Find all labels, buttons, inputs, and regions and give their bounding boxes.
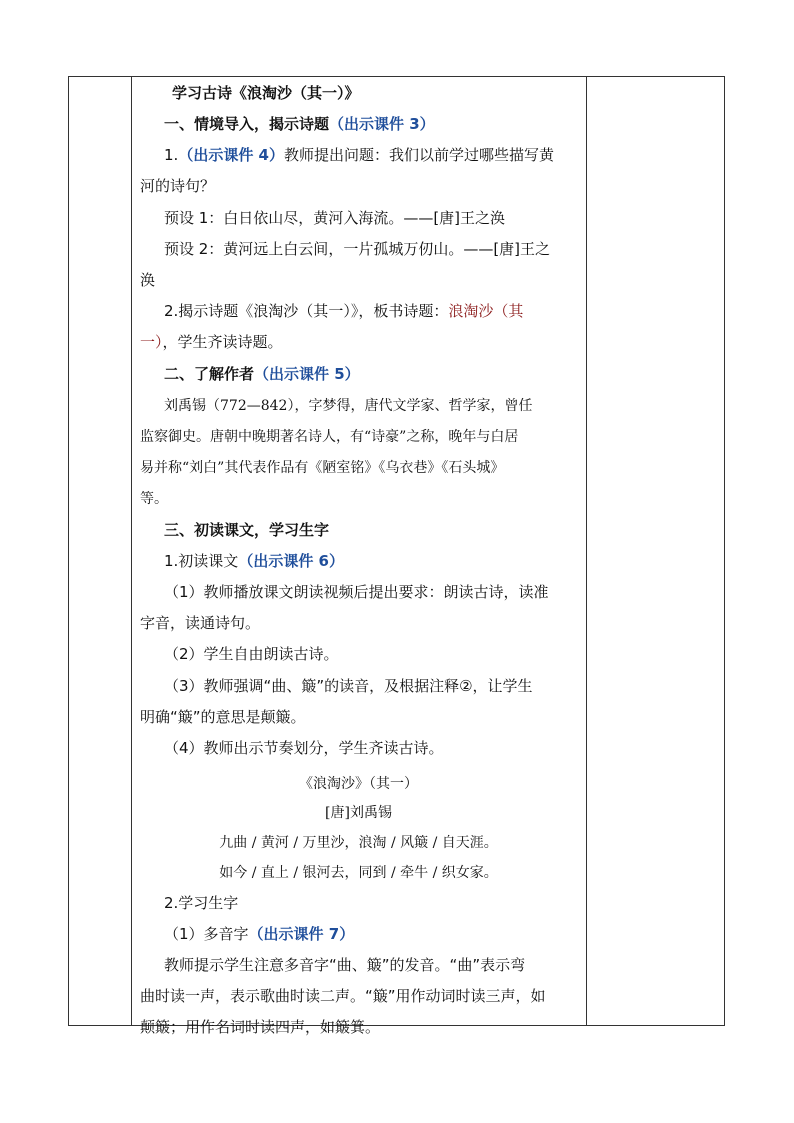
author-line-2: 监察御史。唐朝中晚期著名诗人，有“诗豪”之称，晚年与白居 — [140, 429, 519, 445]
step-4-1 — [164, 924, 354, 944]
step-1-cont: 字音，读通诗句。 — [140, 614, 261, 632]
paragraph-1-num: 1. — [164, 146, 179, 164]
step-3-cont: 明确“簸”的意思是颠簸。 — [140, 708, 306, 726]
step-4: （4）教师出示节奏划分，学生齐读古诗。 — [164, 739, 444, 757]
section-1-title: 一、情境导入，揭示诗题 — [164, 115, 330, 133]
paragraph-3 — [164, 551, 344, 571]
author-line-1: 刘禹锡（772—842），字梦得，唐代文学家、哲学家，曾任 — [164, 398, 533, 414]
paragraph-1 — [164, 145, 554, 165]
paragraph-2-text: 2.揭示诗题《浪淘沙（其一）》，板书诗题： — [164, 302, 449, 320]
section-2-ref: （出示课件 5） — [254, 365, 360, 383]
preset-2-cont: 涣 — [140, 271, 156, 289]
step-1: （1）教师播放课文朗读视频后提出要求：朗读古诗，读准 — [164, 583, 549, 601]
paragraph-2 — [164, 301, 523, 321]
paragraph-2-cont — [140, 332, 283, 352]
author-line-3: 易并称“刘白”其代表作品有《陋室铭》《乌衣巷》《石头城》 — [140, 460, 505, 476]
preset-2: 预设 2：黄河远上白云间，一片孤城万仞山。——[唐]王之 — [164, 240, 551, 258]
author-line-4: 等。 — [140, 491, 168, 507]
column-divider-right — [586, 77, 587, 1025]
section-2-title: 二、了解作者 — [164, 365, 255, 383]
board-title-cont: 一） — [140, 333, 163, 351]
paragraph-2-cont-text: ，学生齐读诗题。 — [162, 333, 283, 351]
poem-line-2: 如今 / 直上 / 银河去，同到 / 牵牛 / 织女家。 — [219, 865, 498, 881]
step-2: （2）学生自由朗读古诗。 — [164, 645, 339, 663]
paragraph-1-cont: 河的诗句？ — [140, 177, 216, 195]
preset-1: 预设 1：白日依山尽，黄河入海流。——[唐]王之涣 — [164, 209, 506, 227]
poem-author: [唐]刘禹锡 — [325, 805, 392, 821]
section-3-heading: 三、初读课文，学习生字 — [164, 521, 330, 539]
step-3: （3）教师强调“曲、簸”的读音，及根据注释②，让学生 — [164, 677, 533, 695]
paragraph-1-text: 教师提出问题：我们以前学过哪些描写黄 — [283, 146, 554, 164]
step-4-1-text: （1）多音字 — [164, 925, 249, 943]
polyphone-para-3: 颠簸；用作名词时读四声，如簸箕。 — [140, 1018, 381, 1036]
paragraph-3-text: 1.初读课文 — [164, 552, 239, 570]
board-title: 浪淘沙（其 — [448, 302, 524, 320]
poem-title: 《浪淘沙》（其一） — [299, 776, 418, 792]
paragraph-1-ref: （出示课件 4） — [178, 146, 284, 164]
lesson-title: 学习古诗《浪淘沙（其一）》 — [172, 84, 360, 102]
paragraph-3-ref: （出示课件 6） — [238, 552, 344, 570]
polyphone-para-2: 曲时读一声，表示歌曲时读二声。“簸”用作动词时读三声，如 — [140, 987, 546, 1005]
section-2-heading — [164, 364, 360, 384]
paragraph-4: 2.学习生字 — [164, 894, 239, 912]
poem-line-1: 九曲 / 黄河 / 万里沙，浪淘 / 风簸 / 自天涯。 — [219, 835, 498, 851]
section-1-ref: （出示课件 3） — [329, 115, 435, 133]
polyphone-para-1: 教师提示学生注意多音字“曲、簸”的发音。“曲”表示弯 — [164, 956, 526, 974]
section-1-heading — [164, 114, 435, 134]
step-4-1-ref: （出示课件 7） — [248, 925, 355, 943]
